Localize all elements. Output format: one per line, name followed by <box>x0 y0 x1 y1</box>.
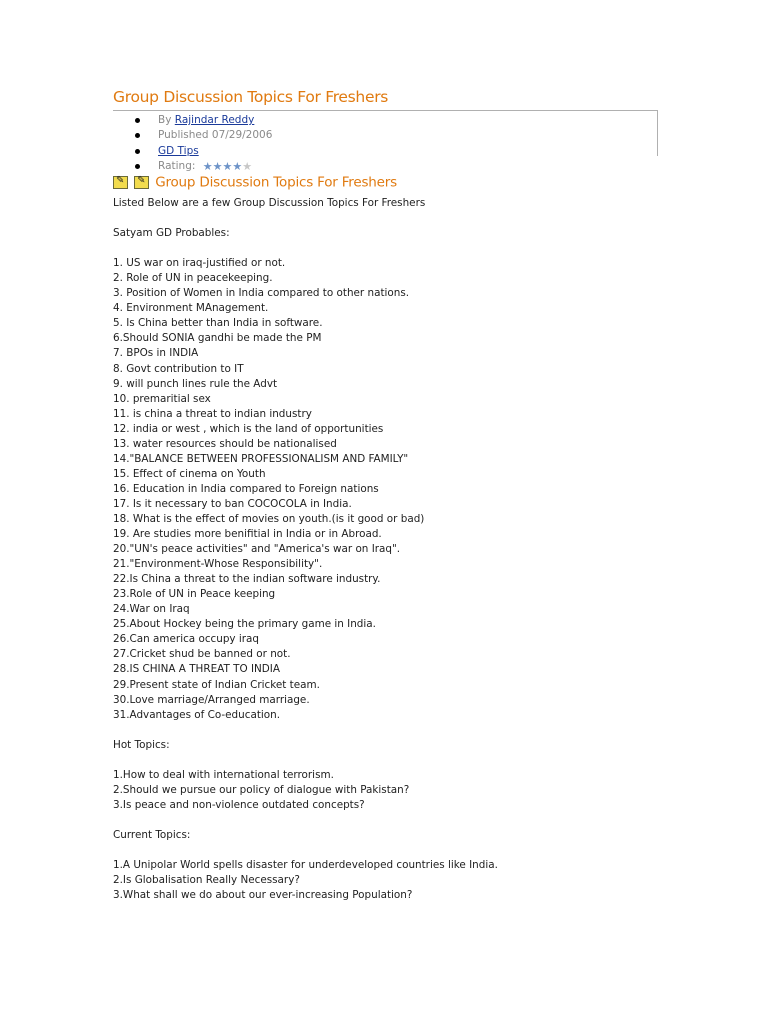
star-icon[interactable]: ★ <box>232 159 243 173</box>
published-date: Published 07/29/2006 <box>158 129 273 142</box>
bullet-icon <box>135 118 140 123</box>
star-icon[interactable]: ★ <box>242 159 253 173</box>
topic-item: 1. US war on iraq-justified or not. <box>113 257 286 270</box>
topic-item: 3. Position of Women in India compared to other nations. <box>113 287 410 300</box>
topic-item: 12. india or west , which is the land of opportunities <box>113 422 384 435</box>
section-heading: Satyam GD Probables: <box>113 227 230 240</box>
topic-item: 15. Effect of cinema on Youth <box>113 467 266 480</box>
topic-item: 21."Environment-Whose Responsibility". <box>113 558 323 571</box>
topic-item: 31.Advantages of Co-education. <box>113 708 281 721</box>
topic-item: 28.IS CHINA A THREAT TO INDIA <box>113 663 280 676</box>
topic-item: 2.Is Globalisation Really Necessary? <box>113 874 300 887</box>
spacer <box>113 241 753 256</box>
intro-text: Listed Below are a few Group Discussion Topics For Freshers <box>113 197 426 209</box>
meta-author <box>113 113 272 128</box>
topic-item: 1.How to deal with international terrorism. <box>113 768 334 781</box>
star-icon[interactable]: ★ <box>222 159 233 173</box>
topic-item: 22.Is China a threat to the indian software industry. <box>113 573 381 586</box>
topic-item: 29.Present state of Indian Cricket team. <box>113 678 320 691</box>
article-subheading <box>113 172 397 190</box>
topic-item: 1.A Unipolar World spells disaster for underdeveloped countries like India. <box>113 859 498 872</box>
spacer <box>113 723 753 738</box>
topic-item: 6.Should SONIA gandhi be made the PM <box>113 332 322 345</box>
topic-item: 26.Can america occupy iraq <box>113 633 259 646</box>
topic-item: 18. What is the effect of movies on youth.(is it good or bad) <box>113 512 425 525</box>
meta-category <box>113 144 272 159</box>
topic-item: 16. Education in India compared to Foreign nations <box>113 482 379 495</box>
bullet-icon <box>135 149 140 154</box>
author-link[interactable]: Rajindar Reddy <box>174 114 255 126</box>
meta-box-border <box>657 110 658 156</box>
title-divider <box>113 110 657 111</box>
by-label: By <box>158 114 172 126</box>
edit-icon: ✎ <box>134 176 149 189</box>
edit-icon: ✎ <box>113 176 128 189</box>
star-icon[interactable]: ★ <box>212 159 223 173</box>
spacer <box>113 753 753 768</box>
spacer <box>113 843 753 858</box>
topic-item: 27.Cricket shud be banned or not. <box>113 648 291 661</box>
topic-item: 3.What shall we do about our ever-increasing Population? <box>113 889 413 902</box>
topic-item: 3.Is peace and non-violence outdated concepts? <box>113 798 365 811</box>
rating-label: Rating: <box>158 159 196 172</box>
subheading-text: Group Discussion Topics For Freshers <box>155 174 397 191</box>
topic-item: 2.Should we pursue our policy of dialogue with Pakistan? <box>113 783 410 796</box>
topic-item: 14."BALANCE BETWEEN PROFESSIONALISM AND FAMILY" <box>113 452 409 465</box>
topic-item: 30.Love marriage/Arranged marriage. <box>113 693 310 706</box>
spacer <box>113 211 753 226</box>
meta-published <box>113 128 272 143</box>
topic-item: 5. Is China better than India in software. <box>113 317 323 330</box>
star-icon[interactable]: ★ <box>202 159 213 173</box>
section-heading: Current Topics: <box>113 828 191 841</box>
topic-item: 8. Govt contribution to IT <box>113 362 244 375</box>
topic-item: 23.Role of UN in Peace keeping <box>113 588 276 601</box>
topic-item: 9. will punch lines rule the Advt <box>113 377 278 390</box>
section-heading: Hot Topics: <box>113 738 170 751</box>
topic-item: 19. Are studies more benifitial in India or in Abroad. <box>113 528 382 541</box>
topic-item: 24.War on Iraq <box>113 603 190 616</box>
topic-item: 17. Is it necessary to ban COCOCOLA in India. <box>113 497 352 510</box>
topic-item: 10. premaritial sex <box>113 392 211 405</box>
category-link[interactable]: GD Tips <box>158 144 199 157</box>
bullet-icon <box>135 133 140 138</box>
topic-item: 2. Role of UN in peacekeeping. <box>113 272 273 285</box>
topic-item: 13. water resources should be nationalised <box>113 437 337 450</box>
spacer <box>113 813 753 828</box>
topic-item: 7. BPOs in INDIA <box>113 347 199 360</box>
topic-item: 20."UN's peace activities" and "America's war on Iraq". <box>113 543 401 556</box>
article-meta <box>113 113 272 174</box>
topic-item: 25.About Hockey being the primary game in India. <box>113 618 376 631</box>
page-title: Group Discussion Topics For Freshers <box>113 88 389 106</box>
topic-item: 11. is china a threat to indian industry <box>113 407 312 420</box>
bullet-icon <box>135 164 140 169</box>
topic-item: 4. Environment MAnagement. <box>113 302 269 315</box>
article-body <box>113 196 753 903</box>
